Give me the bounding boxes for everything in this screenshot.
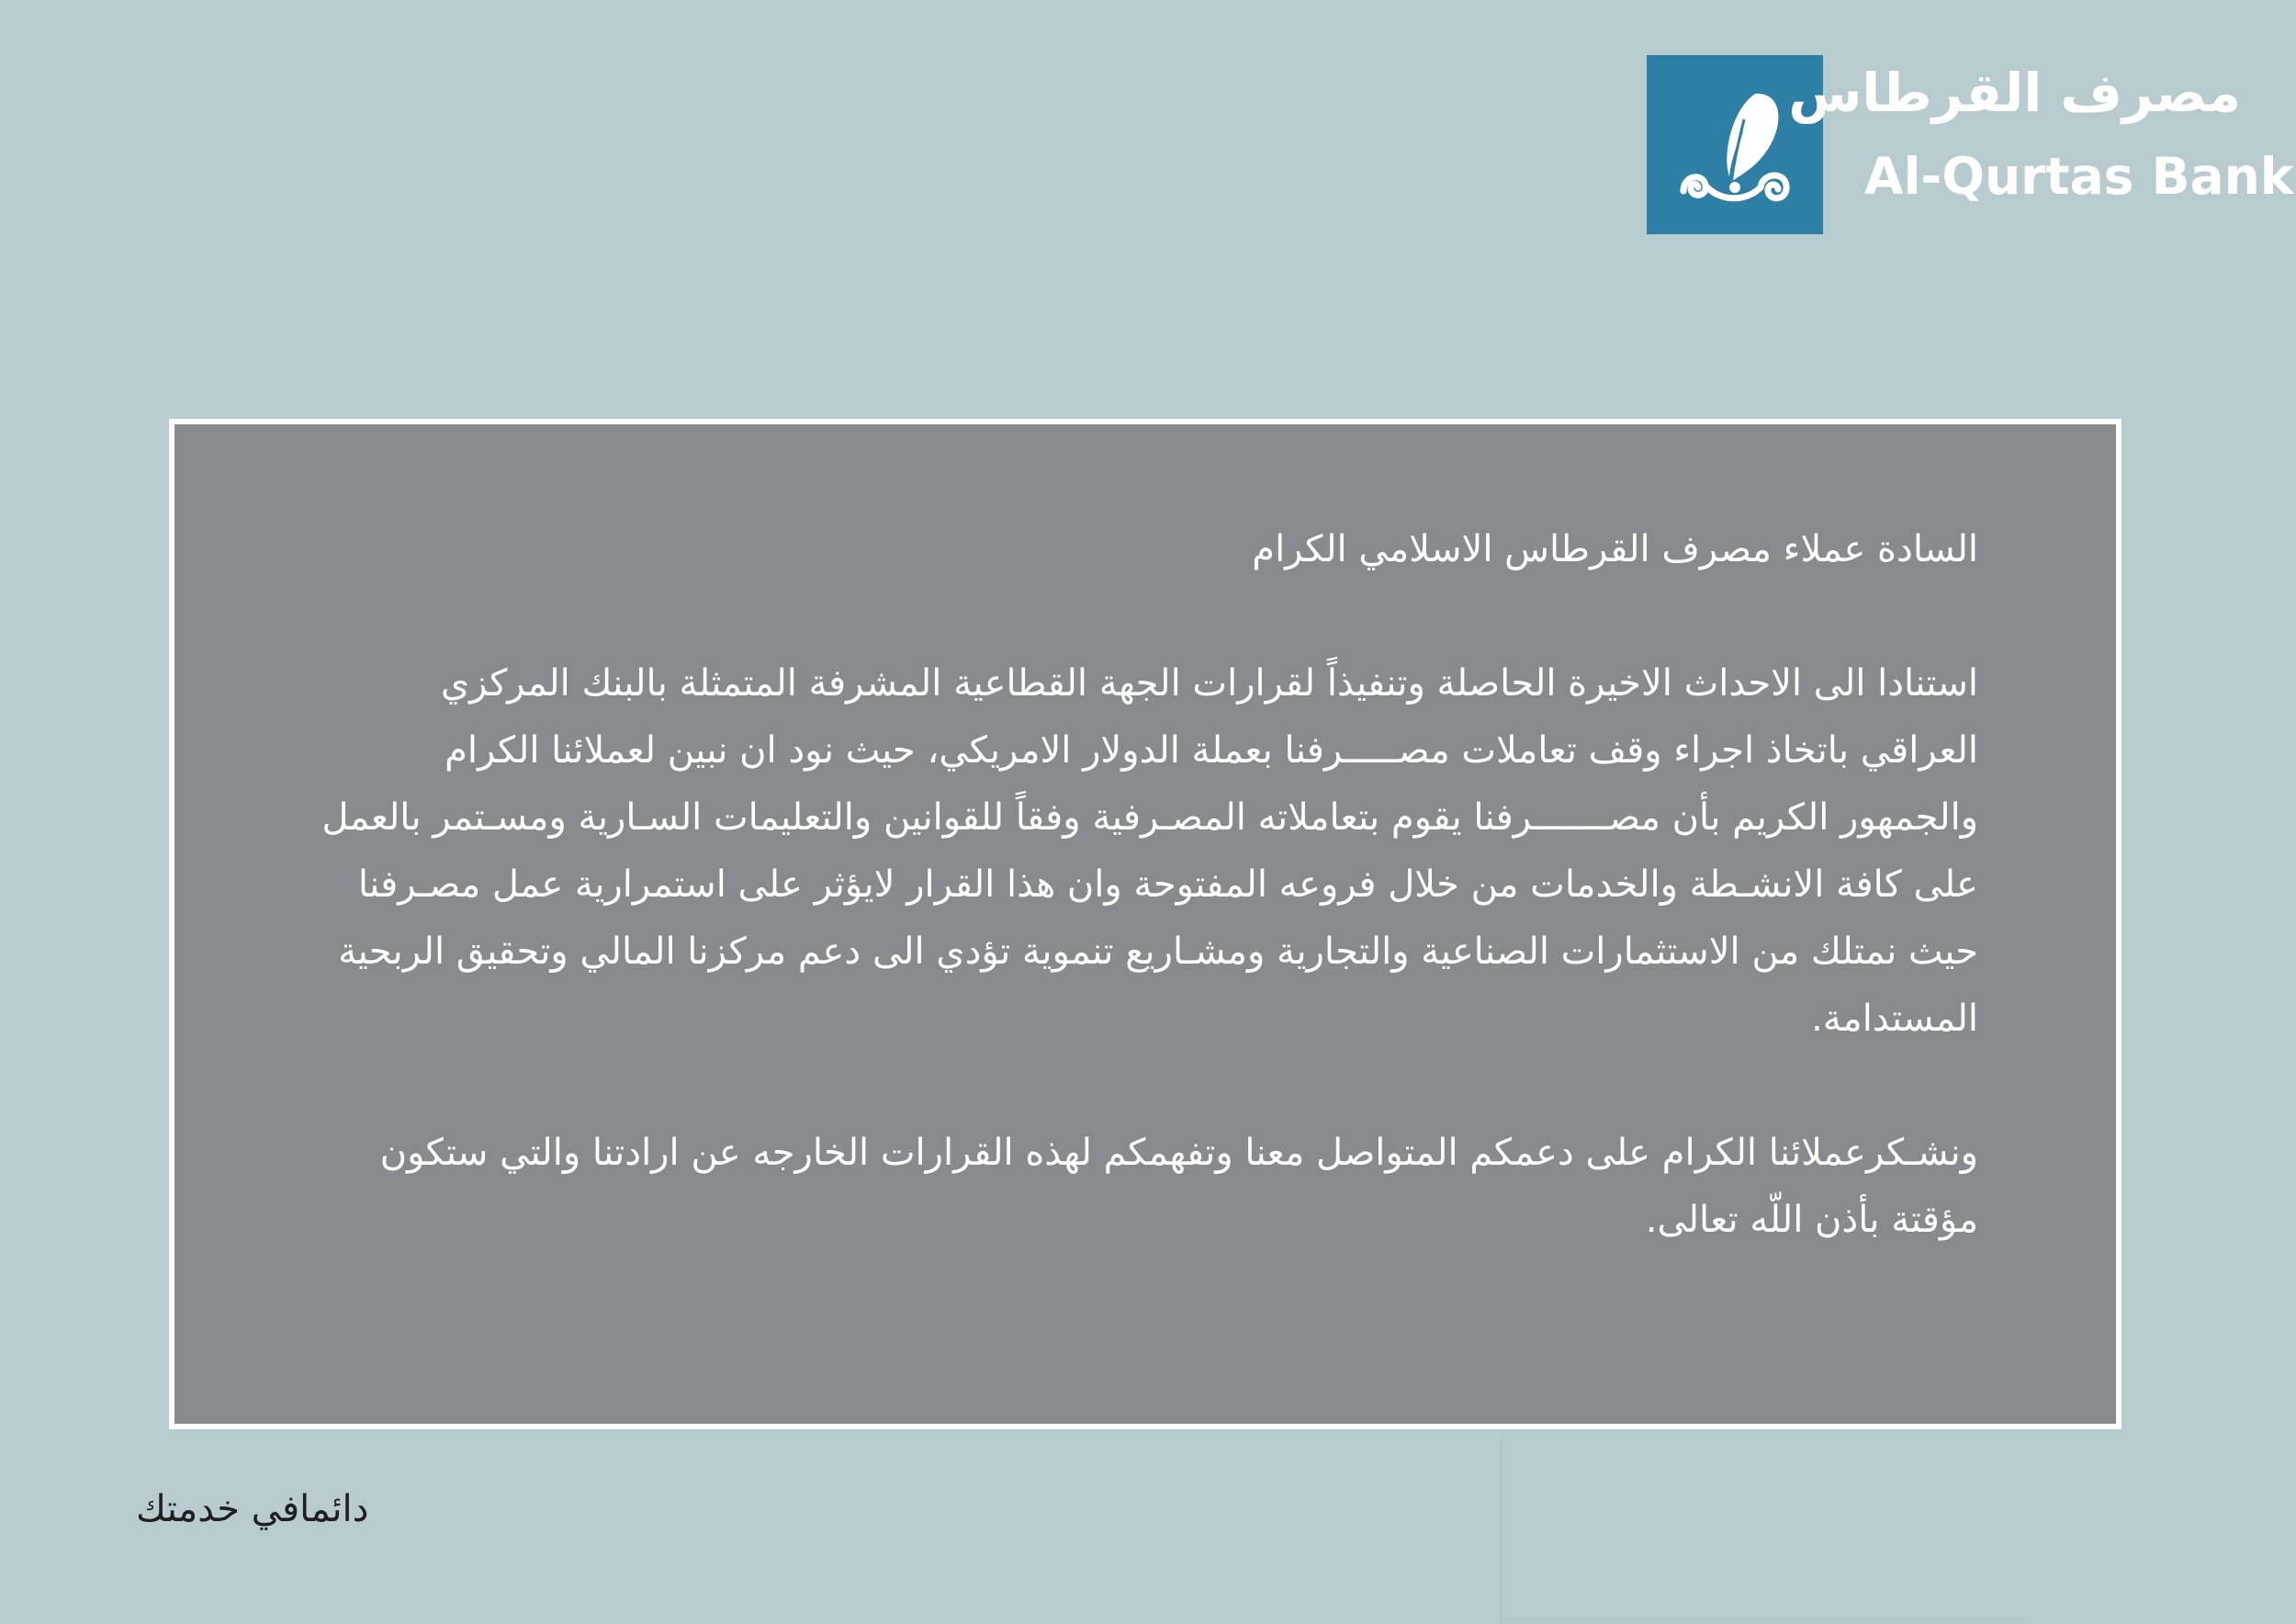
notice-text [312,516,1978,1254]
brand-name-arabic: مصرف القرطاس [1788,62,2241,124]
divider-line [1501,1618,2024,1619]
notice-paragraph-1: استنادا الى الاحداث الاخيرة الحاصلة وتنفيذاً لقرارات الجهة القطاعية المشرفة المتمثلة بالبنك المركزي العراقي باتخاذ اجراء وقف تعاملات مصـــــرفنا بعملة الدولار الامريكي، حيث نود ان نبين لعملائنا الكرام والجمهور الكريم بأن مصـــــــرفنا يقوم بتعاملاته المصـرفية وفقاً للقوانين والتعليمات السـارية ومسـتمر بالعمل على كافة الانشـطة والخدمات من خلال فروعه المفتوحة وان هذا القرار لايؤثر على استمرارية عمل مصـرفنا حيث نمتلك من الاستثمارات الصناعية والتجارية ومشـاريع تنموية تؤدي الى دعم مركزنا المالي وتحقيق الربحية المستدامة. [321,662,1978,1040]
notice-greeting: السادة عملاء مصرف القرطاس الاسلامي الكرام [1252,528,1978,570]
footer-tagline: دائمافي خدمتك [136,1488,369,1530]
brand-name-english: Al-Qurtas Bank [1864,147,2294,206]
notice-panel [169,419,2122,1429]
divider-line [1501,1438,1502,1621]
notice-paragraph-2: ونشـكرعملائنا الكرام على دعمكم المتواصل معنا وتفهمكم لهذه القرارات الخارجه عن ارادتنا والتي ستكون مؤقتة بأذن اللّه تعالى. [379,1132,1978,1241]
